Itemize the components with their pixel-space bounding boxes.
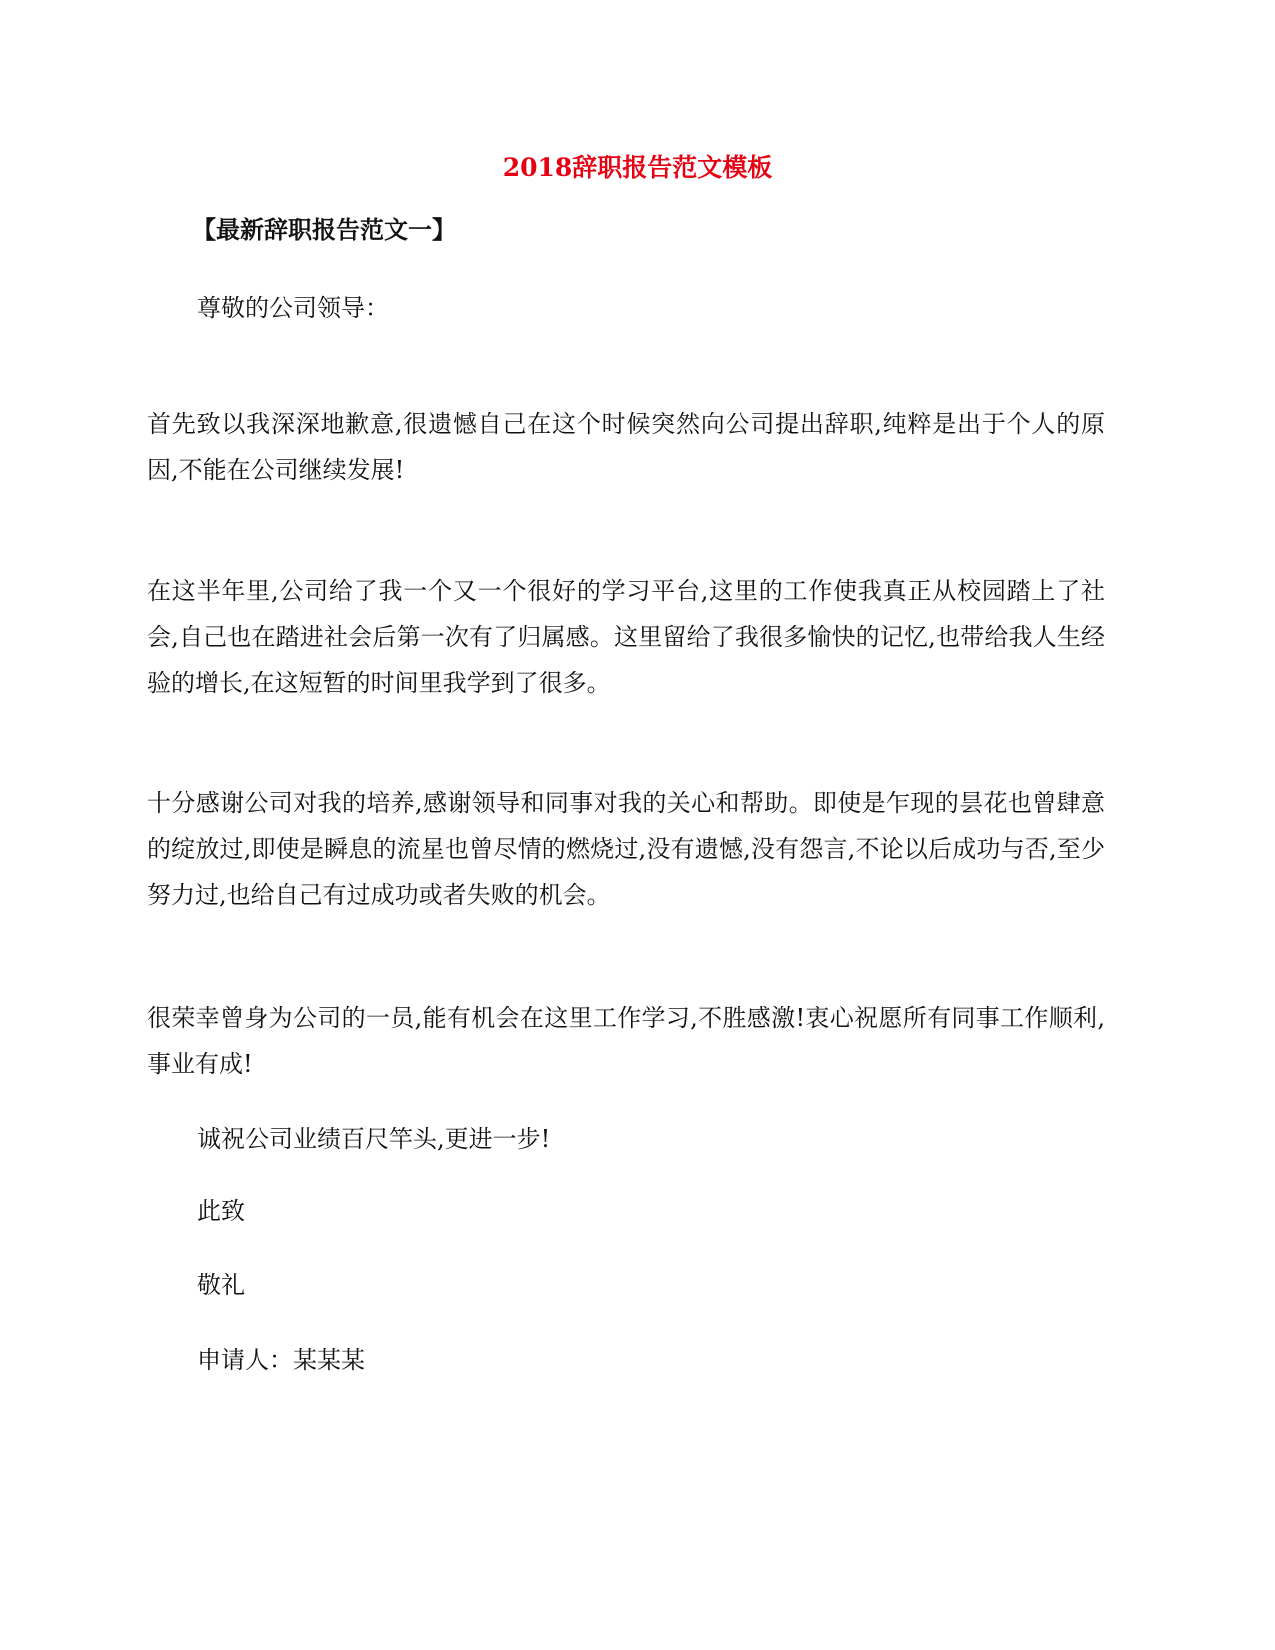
closing-line-1: 此致 <box>197 1197 245 1225</box>
document-title: 2018辞职报告范文模板 <box>502 153 773 182</box>
paragraph-2: 在这半年里,公司给了我一个又一个很好的学习平台,这里的工作使我真正从校园踏上了社会,自己也在踏进社会后第一次有了归属感。这里留给了我很多愉快的记忆,也带给我人生经验的增长,在这短暂的时间里我学到了很多。 <box>147 577 1105 697</box>
wish-line: 诚祝公司业绩百尺竿头,更进一步! <box>197 1125 551 1153</box>
applicant-line: 申请人：某某某 <box>197 1346 365 1374</box>
section-heading: 【最新辞职报告范文一】 <box>192 215 456 244</box>
paragraph-4: 很荣幸曾身为公司的一员,能有机会在这里工作学习,不胜感激!衷心祝愿所有同事工作顺利,事业有成! <box>147 1004 1105 1078</box>
salutation: 尊敬的公司领导： <box>197 294 389 322</box>
paragraph-3: 十分感谢公司对我的培养,感谢领导和同事对我的关心和帮助。即使是乍现的昙花也曾肆意的绽放过,即使是瞬息的流星也曾尽情的燃烧过,没有遗憾,没有怨言,不论以后成功与否,至少努力过,也给自己有过成功或者失败的机会。 <box>147 789 1105 909</box>
paragraph-1: 首先致以我深深地歉意,很遗憾自己在这个时候突然向公司提出辞职,纯粹是出于个人的原因,不能在公司继续发展! <box>147 410 1105 484</box>
closing-line-2: 敬礼 <box>197 1271 245 1299</box>
